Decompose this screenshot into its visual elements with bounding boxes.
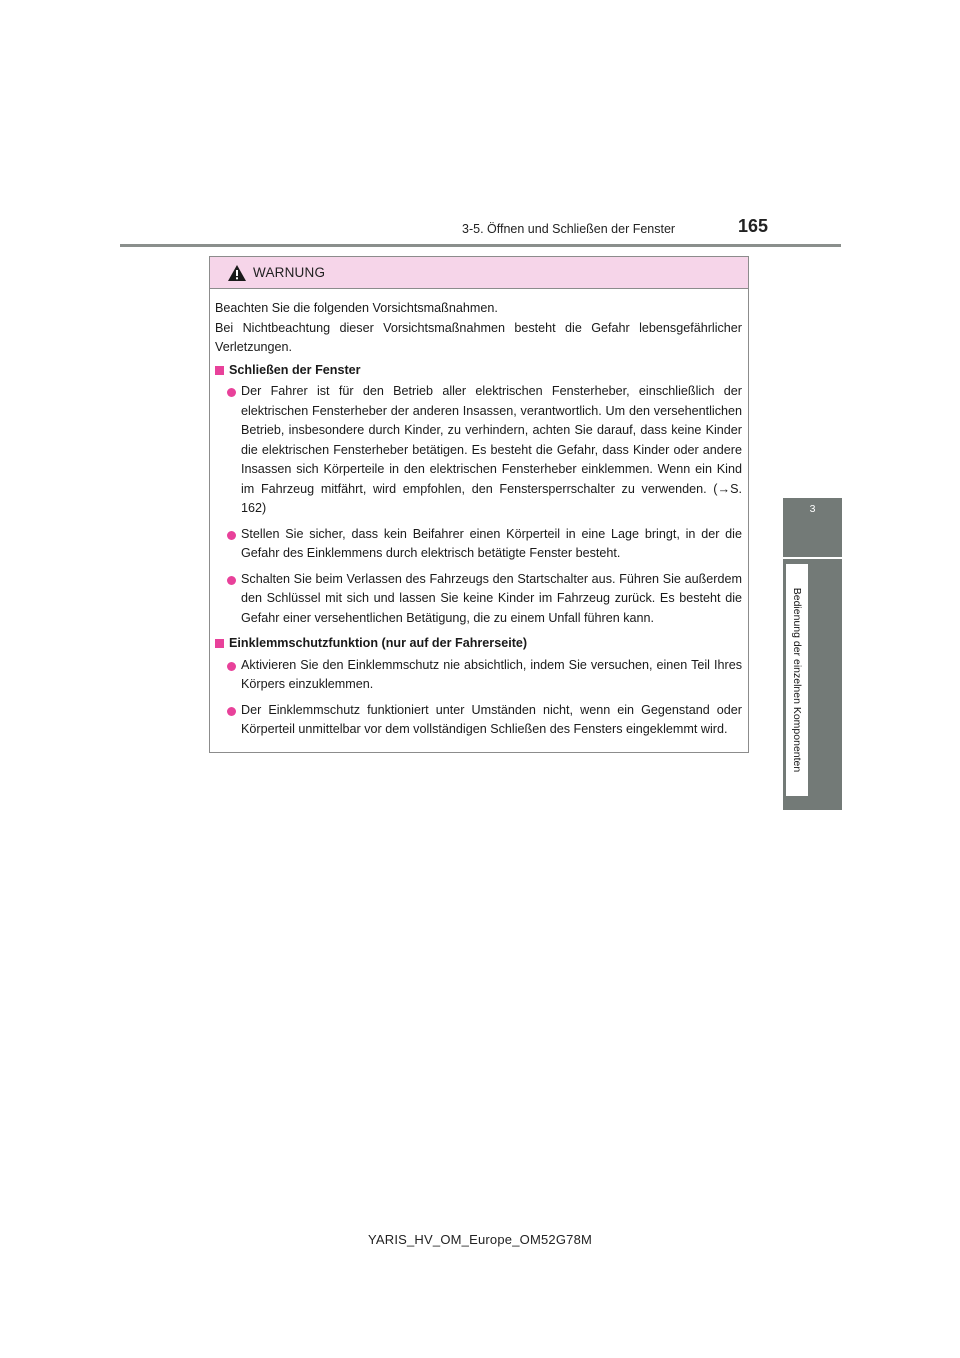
list-item	[215, 656, 742, 695]
page-number: 165	[738, 216, 769, 236]
chapter-label-box	[786, 564, 808, 796]
square-bullet-icon	[215, 366, 224, 375]
warning-body	[210, 289, 748, 740]
list-item-text: Der Einklemmschutz funktioniert unter Umständen nicht, wenn ein Gegenstand oder Körperteil unmittelbar vor dem vollständigen Schließen des Fensters eingeklemmt wird.	[241, 702, 742, 736]
warning-box	[209, 256, 749, 753]
circle-bullet-icon	[227, 576, 236, 585]
warning-triangle-icon	[227, 264, 247, 282]
circle-bullet-icon	[227, 707, 236, 716]
section-heading-text: Schließen der Fenster	[229, 362, 361, 377]
section-heading-jam-protection	[215, 634, 742, 654]
chapter-label: Bedienung der einzelnen Komponenten	[791, 587, 803, 773]
warning-intro-line-2: Bei Nichtbeachtung dieser Vorsichtsmaßnahmen besteht die Gefahr lebensgefährlicher Verletzungen.	[215, 320, 742, 354]
list-item-text: Stellen Sie sicher, dass kein Beifahrer einen Körperteil in eine Lage bringt, in der die Gefahr des Einklemmens durch elektrisch betätigte Fenster besteht.	[241, 526, 742, 560]
warning-header	[210, 257, 748, 289]
list-item-text: Schalten Sie beim Verlassen des Fahrzeugs den Startschalter aus. Führen Sie außerdem den Schlüssel mit sich und lassen Sie keine Kinder im Fahrzeug zurück. Es besteht die Gefahr einer versehentlichen Betätigung, die zu einem Unfall führen kann.	[241, 571, 742, 625]
chapter-number: 3	[809, 503, 816, 515]
list-item	[215, 570, 742, 629]
circle-bullet-icon	[227, 388, 236, 397]
circle-bullet-icon	[227, 662, 236, 671]
header-divider	[120, 244, 841, 247]
running-header-section: 3-5. Öffnen und Schließen der Fenster	[462, 222, 676, 236]
list-item	[215, 382, 742, 519]
circle-bullet-icon	[227, 531, 236, 540]
list-item	[215, 701, 742, 740]
document-id-footer: YARIS_HV_OM_Europe_OM52G78M	[367, 1232, 593, 1247]
list-item	[215, 525, 742, 564]
warning-intro	[215, 299, 742, 358]
list-item-text: Aktivieren Sie den Einklemmschutz nie absichtlich, indem Sie versuchen, einen Teil Ihres Körpers einzuklemmen.	[241, 657, 742, 691]
warning-title: WARNUNG	[253, 265, 326, 280]
warning-intro-line-1: Beachten Sie die folgenden Vorsichtsmaßnahmen.	[215, 301, 498, 315]
square-bullet-icon	[215, 639, 224, 648]
section-heading-closing-windows	[215, 361, 742, 381]
list-item-text: Der Fahrer ist für den Betrieb aller elektrischen Fensterheber, einschließlich der elektrischen Fensterheber der anderen Insassen, verantwortlich. Um den versehentlichen Betrieb, insbesondere durch Kinder, zu verhindern, achten Sie darauf, dass keine Kinder die elektrischen Fensterheber betätigen. Es besteht die Gefahr, dass Kinder oder andere Insassen sich Körperteile in den elektrischen Fensterheber einklemmen. Wenn ein Kind im Fahrzeug mitfährt, wird empfohlen, den Fenstersperrschalter zu verwenden. (→S. 162)	[241, 384, 742, 515]
section-heading-text: Einklemmschutzfunktion (nur auf der Fahrerseite)	[229, 636, 528, 650]
